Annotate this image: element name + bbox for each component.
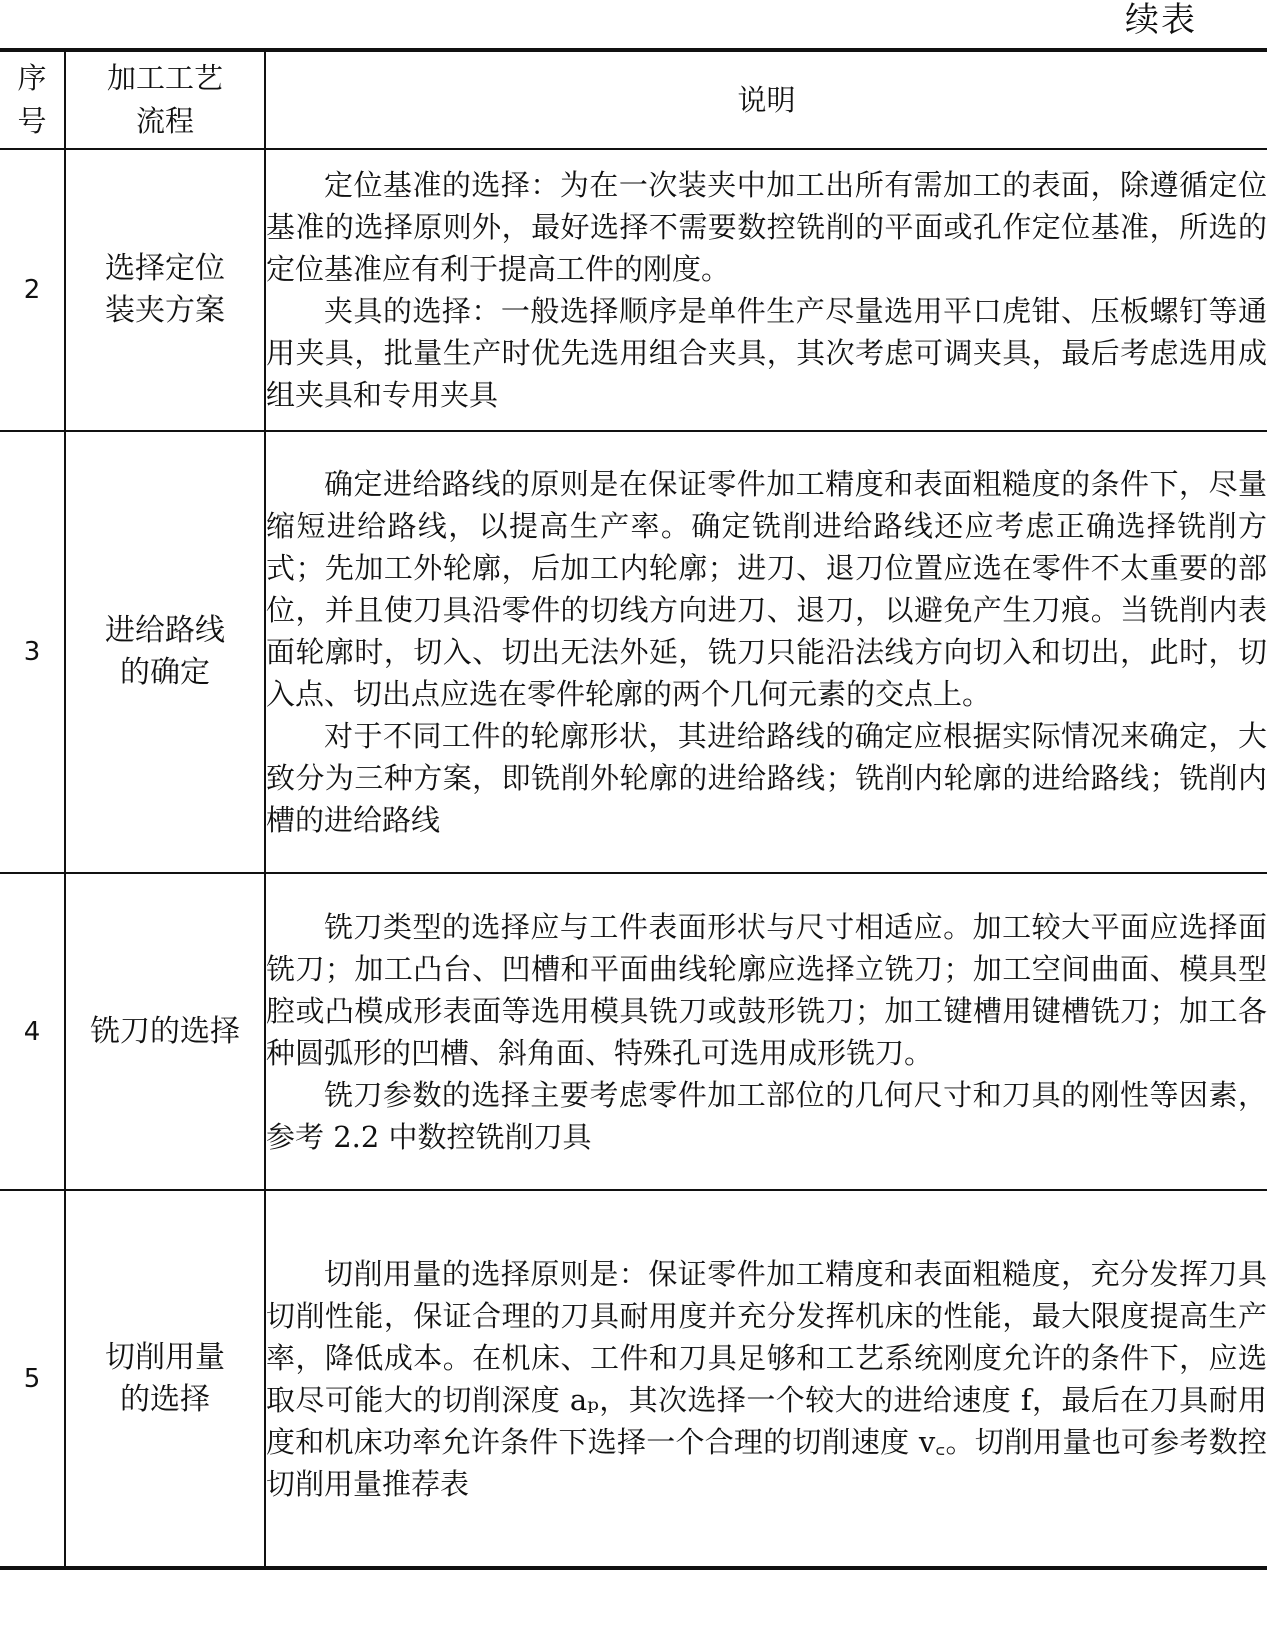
description-paragraph: 切削用量的选择原则是：保证零件加工精度和表面粗糙度，充分发挥刀具切削性能，保证合理的刀具耐用度并充分发挥机床的性能，最大限度提高生产率，降低成本。在机床、工件和刀具足够和工艺系统刚度允许的条件下，应选取尽可能大的切削深度 aₚ，其次选择一个较大的进给速度 f，最后在刀具耐用度和机床功率允许条件下选择一个合理的切削速度 v꜀。切削用量也可参考数控切削用量推荐表 — [266, 1256, 1267, 1501]
process-step — [65, 1190, 265, 1568]
process-step-label: 铣刀的选择 — [90, 1013, 240, 1049]
table-row — [0, 873, 1267, 1190]
description-paragraph: 定位基准的选择：为在一次装夹中加工出所有需加工的表面，除遵循定位基准的选择原则外，最好选择不需要数控铣削的平面或孔作定位基准，所选的定位基准应有利于提高工件的刚度。 — [266, 168, 1267, 286]
process-step — [65, 873, 265, 1190]
table-row — [0, 431, 1267, 873]
table-row — [0, 1190, 1267, 1568]
process-table — [0, 48, 1267, 1570]
continued-table-label: 续表 — [1125, 0, 1197, 40]
description-paragraph: 铣刀参数的选择主要考虑零件加工部位的几何尺寸和刀具的刚性等因素，参考 2.2 中数控铣削刀具 — [266, 1077, 1267, 1154]
description — [265, 149, 1267, 431]
description — [265, 873, 1267, 1190]
process-step — [65, 149, 265, 431]
header-desc: 说明 — [265, 50, 1267, 149]
header-flow-label: 加工工艺流程 — [106, 61, 223, 138]
description-paragraph: 铣刀类型的选择应与工件表面形状与尺寸相适应。加工较大平面应选择面铣刀；加工凸台、凹槽和平面曲线轮廓应选择立铣刀；加工空间曲面、模具型腔或凸模成形表面等选用模具铣刀或鼓形铣刀；加工键槽用键槽铣刀；加工各种圆弧形的凹槽、斜角面、特殊孔可选用成形铣刀。 — [266, 909, 1267, 1070]
seq-number: 4 — [0, 873, 65, 1190]
header-flow — [65, 50, 265, 149]
process-step-label: 选择定位装夹方案 — [105, 251, 225, 328]
process-step-label: 进给路线的确定 — [105, 613, 225, 690]
description-paragraph: 对于不同工件的轮廓形状，其进给路线的确定应根据实际情况来确定，大致分为三种方案，即铣削外轮廓的进给路线；铣削内轮廓的进给路线；铣削内槽的进给路线 — [266, 719, 1267, 837]
header-seq-label: 序号 — [17, 61, 47, 138]
header-seq — [0, 50, 65, 149]
process-step-label: 切削用量的选择 — [105, 1339, 225, 1417]
table-header-row — [0, 50, 1267, 149]
seq-number: 3 — [0, 431, 65, 873]
table-row — [0, 149, 1267, 431]
seq-number: 2 — [0, 149, 65, 431]
description — [265, 431, 1267, 873]
description — [265, 1190, 1267, 1568]
process-step — [65, 431, 265, 873]
seq-number: 5 — [0, 1190, 65, 1568]
description-paragraph: 夹具的选择：一般选择顺序是单件生产尽量选用平口虎钳、压板螺钉等通用夹具，批量生产时优先选用组合夹具，其次考虑可调夹具，最后考虑选用成组夹具和专用夹具 — [266, 294, 1267, 412]
description-paragraph: 确定进给路线的原则是在保证零件加工精度和表面粗糙度的条件下，尽量缩短进给路线，以提高生产率。确定铣削进给路线还应考虑正确选择铣削方式；先加工外轮廓，后加工内轮廓；进刀、退刀位置应选在零件不太重要的部位，并且使刀具沿零件的切线方向进刀、退刀，以避免产生刀痕。当铣削内表面轮廓时，切入、切出无法外延，铣刀只能沿法线方向切入和切出，此时，切入点、切出点应选在零件轮廓的两个几何元素的交点上。 — [266, 467, 1267, 711]
